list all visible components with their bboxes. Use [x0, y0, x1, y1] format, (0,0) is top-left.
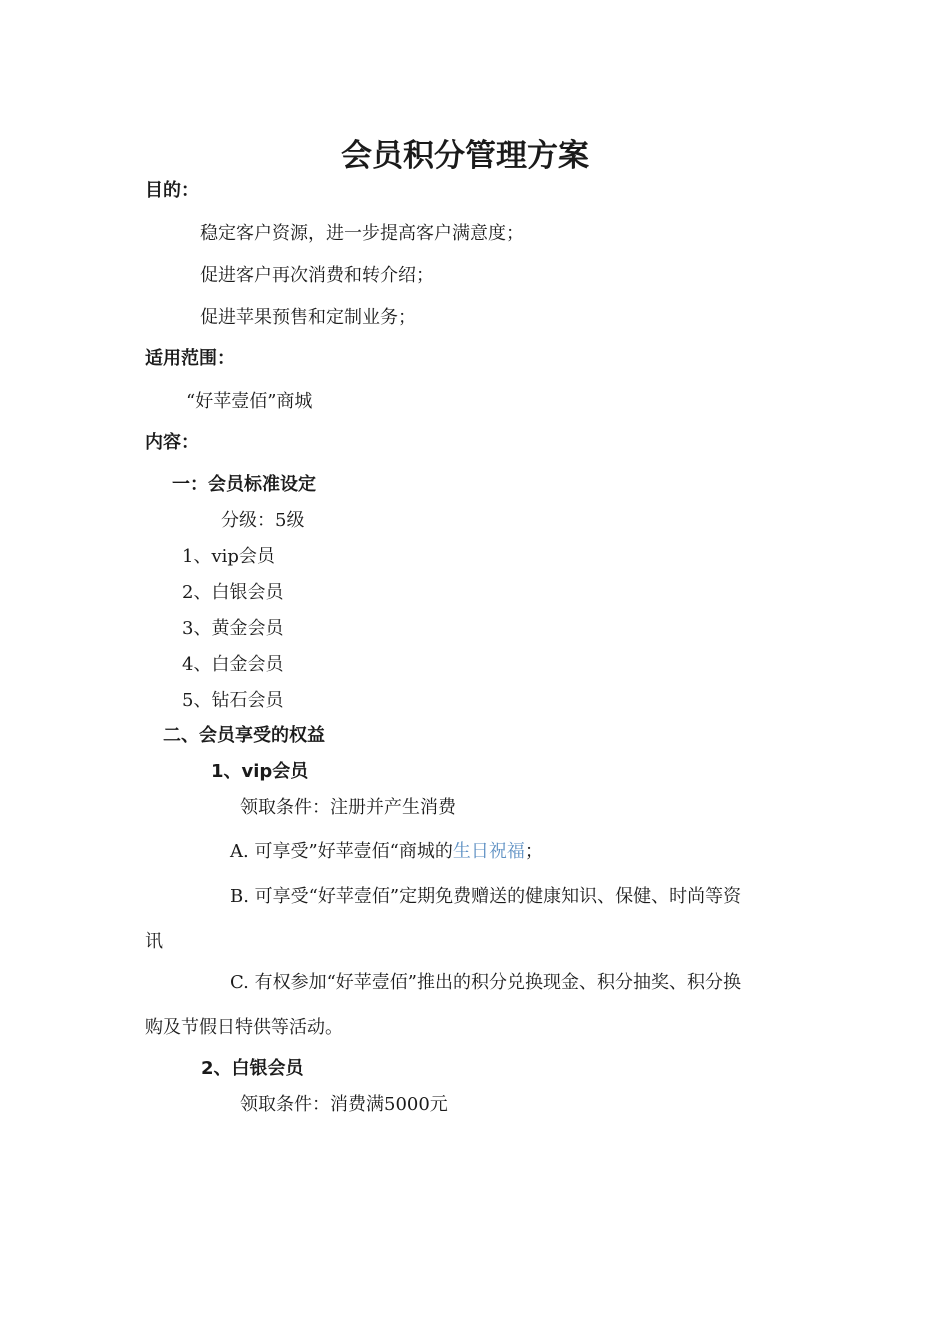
vip-benefit-c-line1: C. 有权参加“好苹壹佰”推出的积分兑换现金、积分抽奖、积分换: [230, 972, 741, 993]
section2-heading: 二、会员享受的权益: [163, 725, 325, 746]
scope-text: “好苹壹佰”商城: [186, 391, 313, 412]
level-item-1: 1、vip会员: [182, 546, 275, 567]
purpose-item-3: 促进苹果预售和定制业务；: [200, 307, 416, 328]
vip-benefit-b-line2: 讯: [145, 931, 163, 952]
page-title: 会员积分管理方案: [341, 138, 589, 174]
vip-heading: 1、vip会员: [211, 761, 309, 782]
vip-condition: 领取条件：注册并产生消费: [240, 797, 456, 818]
vip-benefit-a: [230, 837, 543, 863]
purpose-item-2: 促进客户再次消费和转介绍；: [200, 265, 434, 286]
vip-benefit-a-prefix: A. 可享受”好苹壹佰“商城的: [230, 841, 453, 862]
content-heading: 内容：: [145, 432, 199, 453]
purpose-item-1: 稳定客户资源，进一步提高客户满意度；: [200, 223, 524, 244]
birthday-greeting-link[interactable]: 生日祝福: [452, 841, 525, 862]
level-item-2: 2、白银会员: [182, 582, 284, 603]
grading-text: 分级：5级: [221, 510, 305, 531]
vip-benefit-b-line1: B. 可享受“好苹壹佰”定期免费赠送的健康知识、保健、时尚等资: [230, 886, 742, 907]
vip-benefit-a-suffix: ；: [524, 841, 543, 862]
scope-heading: 适用范围：: [145, 348, 235, 369]
vip-benefit-c-line2: 购及节假日特供等活动。: [145, 1017, 343, 1038]
section1-heading: 一：会员标准设定: [172, 474, 316, 495]
silver-condition: 领取条件：消费满5000元: [240, 1094, 448, 1115]
level-item-4: 4、白金会员: [182, 654, 284, 675]
silver-heading: 2、白银会员: [201, 1058, 304, 1079]
level-item-5: 5、钻石会员: [182, 690, 284, 711]
purpose-heading: 目的：: [145, 180, 199, 201]
level-item-3: 3、黄金会员: [182, 618, 284, 639]
